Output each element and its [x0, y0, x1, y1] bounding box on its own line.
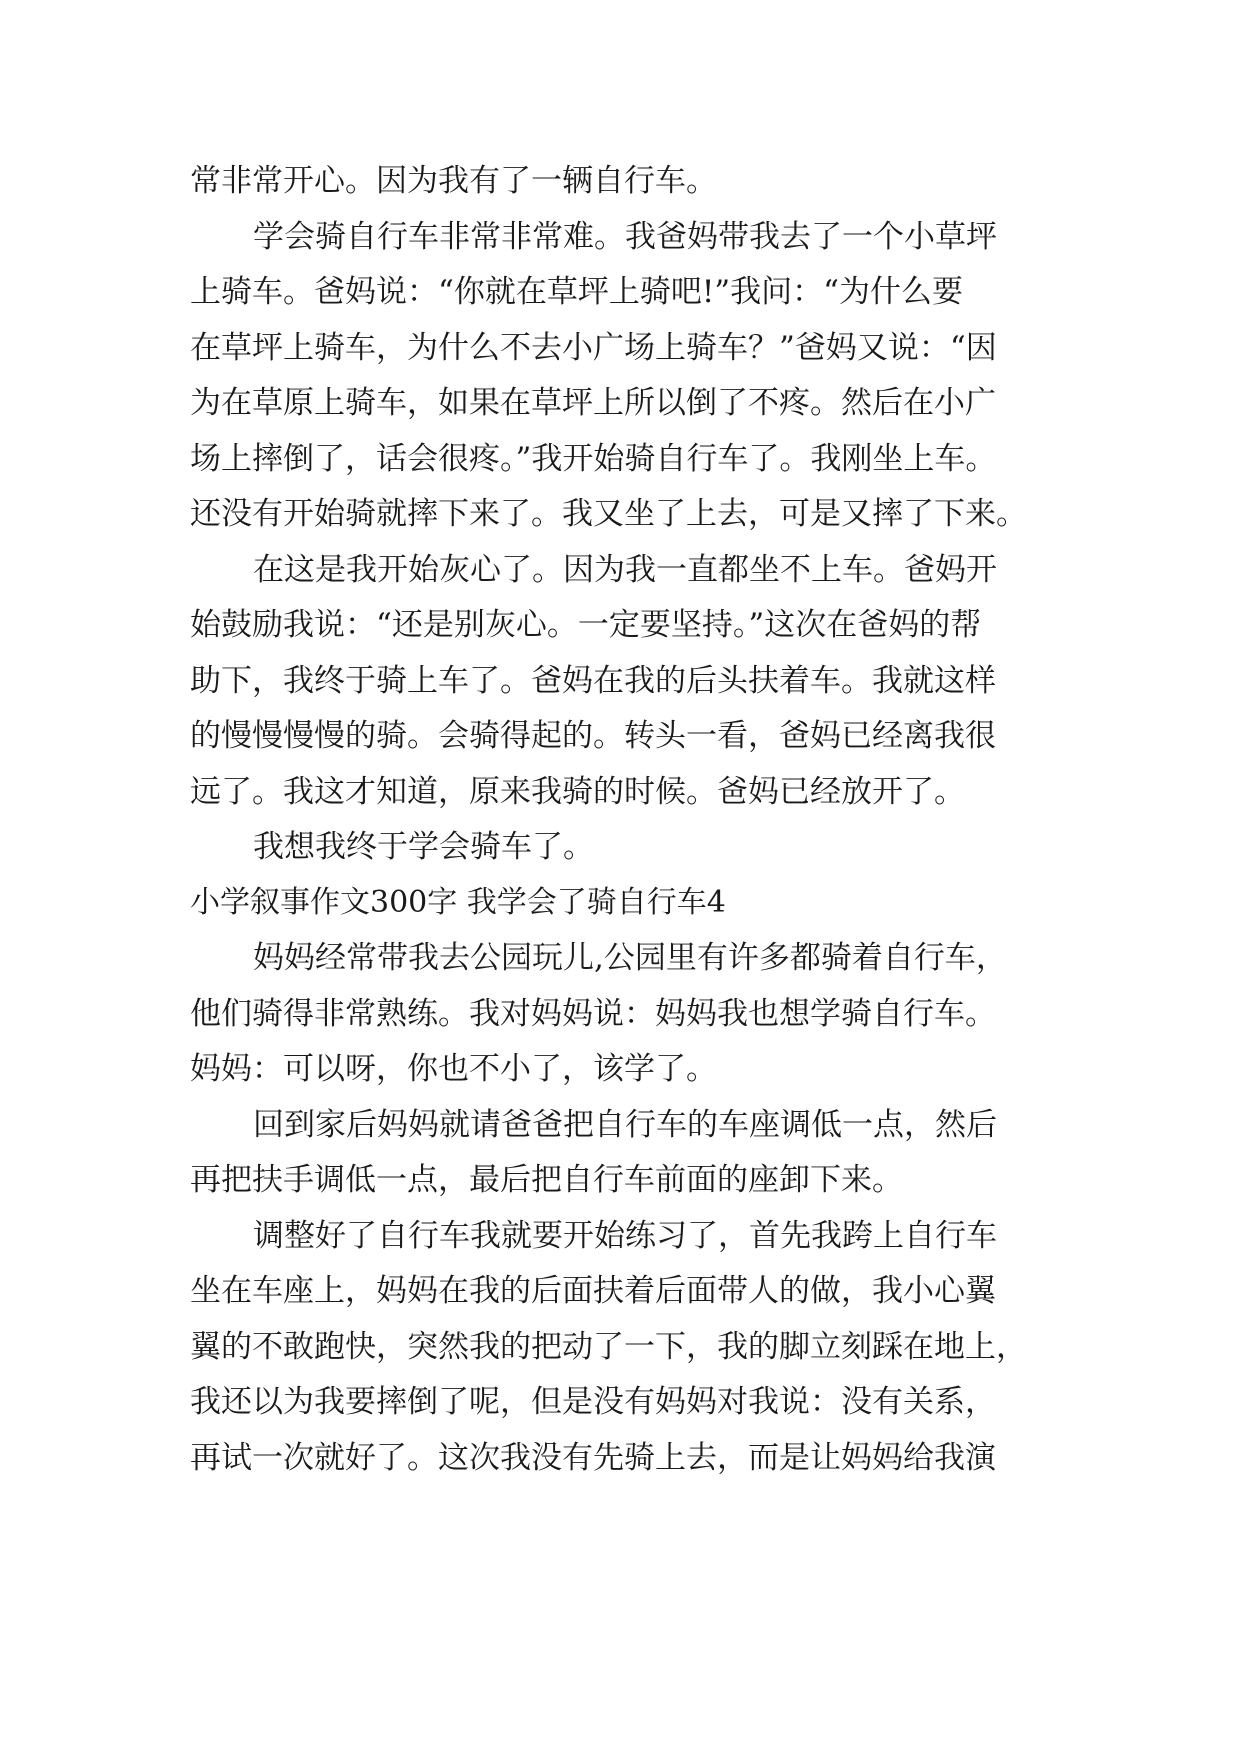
text-line: 我还以为我要摔倒了呢，但是没有妈妈对我说：没有关系，: [190, 1384, 996, 1420]
text-line: 妈妈：可以呀，你也不小了，该学了。: [190, 1051, 717, 1087]
text-line: 他们骑得非常熟练。我对妈妈说：妈妈我也想学骑自行车。: [190, 996, 996, 1032]
paragraph-start-line: 妈妈经常带我去公园玩儿,公园里有许多都骑着自行车，: [253, 940, 1007, 976]
text-line: 远了。我这才知道，原来我骑的时候。爸妈已经放开了。: [190, 774, 965, 810]
text-line: 再把扶手调低一点，最后把自行车前面的座卸下来。: [190, 1162, 903, 1198]
paragraph-start-line: 我想我终于学会骑车了。: [253, 829, 594, 865]
paragraph-start-line: 调整好了自行车我就要开始练习了，首先我跨上自行车: [253, 1218, 997, 1254]
text-line: 常非常开心。因为我有了一辆自行车。: [190, 163, 717, 199]
section-heading: 小学叙事作文300字 我学会了骑自行车4: [190, 885, 726, 920]
text-line: 再试一次就好了。这次我没有先骑上去，而是让妈妈给我演: [190, 1440, 996, 1476]
paragraph-start-line: 在这是我开始灰心了。因为我一直都坐不上车。爸妈开: [253, 552, 997, 588]
paragraph-start-line: 学会骑自行车非常非常难。我爸妈带我去了一个小草坪: [253, 219, 997, 255]
paragraph-start-line: 回到家后妈妈就请爸爸把自行车的车座调低一点，然后: [253, 1107, 997, 1143]
text-line: 翼的不敢跑快，突然我的把动了一下，我的脚立刻踩在地上，: [190, 1329, 1027, 1365]
text-line: 上骑车。爸妈说：“你就在草坪上骑吧!”我问：“为什么要: [190, 274, 963, 310]
text-line: 坐在车座上，妈妈在我的后面扶着后面带人的做，我小心翼: [190, 1273, 996, 1309]
text-line: 助下，我终于骑上车了。爸妈在我的后头扶着车。我就这样: [190, 663, 996, 699]
text-line: 在草坪上骑车，为什么不去小广场上骑车？”爸妈又说：“因: [190, 330, 997, 366]
text-line: 还没有开始骑就摔下来了。我又坐了上去，可是又摔了下来。: [190, 496, 1027, 532]
text-line: 场上摔倒了，话会很疼。”我开始骑自行车了。我刚坐上车。: [190, 441, 997, 477]
text-line: 为在草原上骑车，如果在草坪上所以倒了不疼。然后在小广: [190, 385, 996, 421]
text-line: 始鼓励我说：“还是别灰心。一定要坚持。”这次在爸妈的帮: [190, 607, 982, 643]
text-line: 的慢慢慢慢的骑。会骑得起的。转头一看，爸妈已经离我很: [190, 718, 996, 754]
